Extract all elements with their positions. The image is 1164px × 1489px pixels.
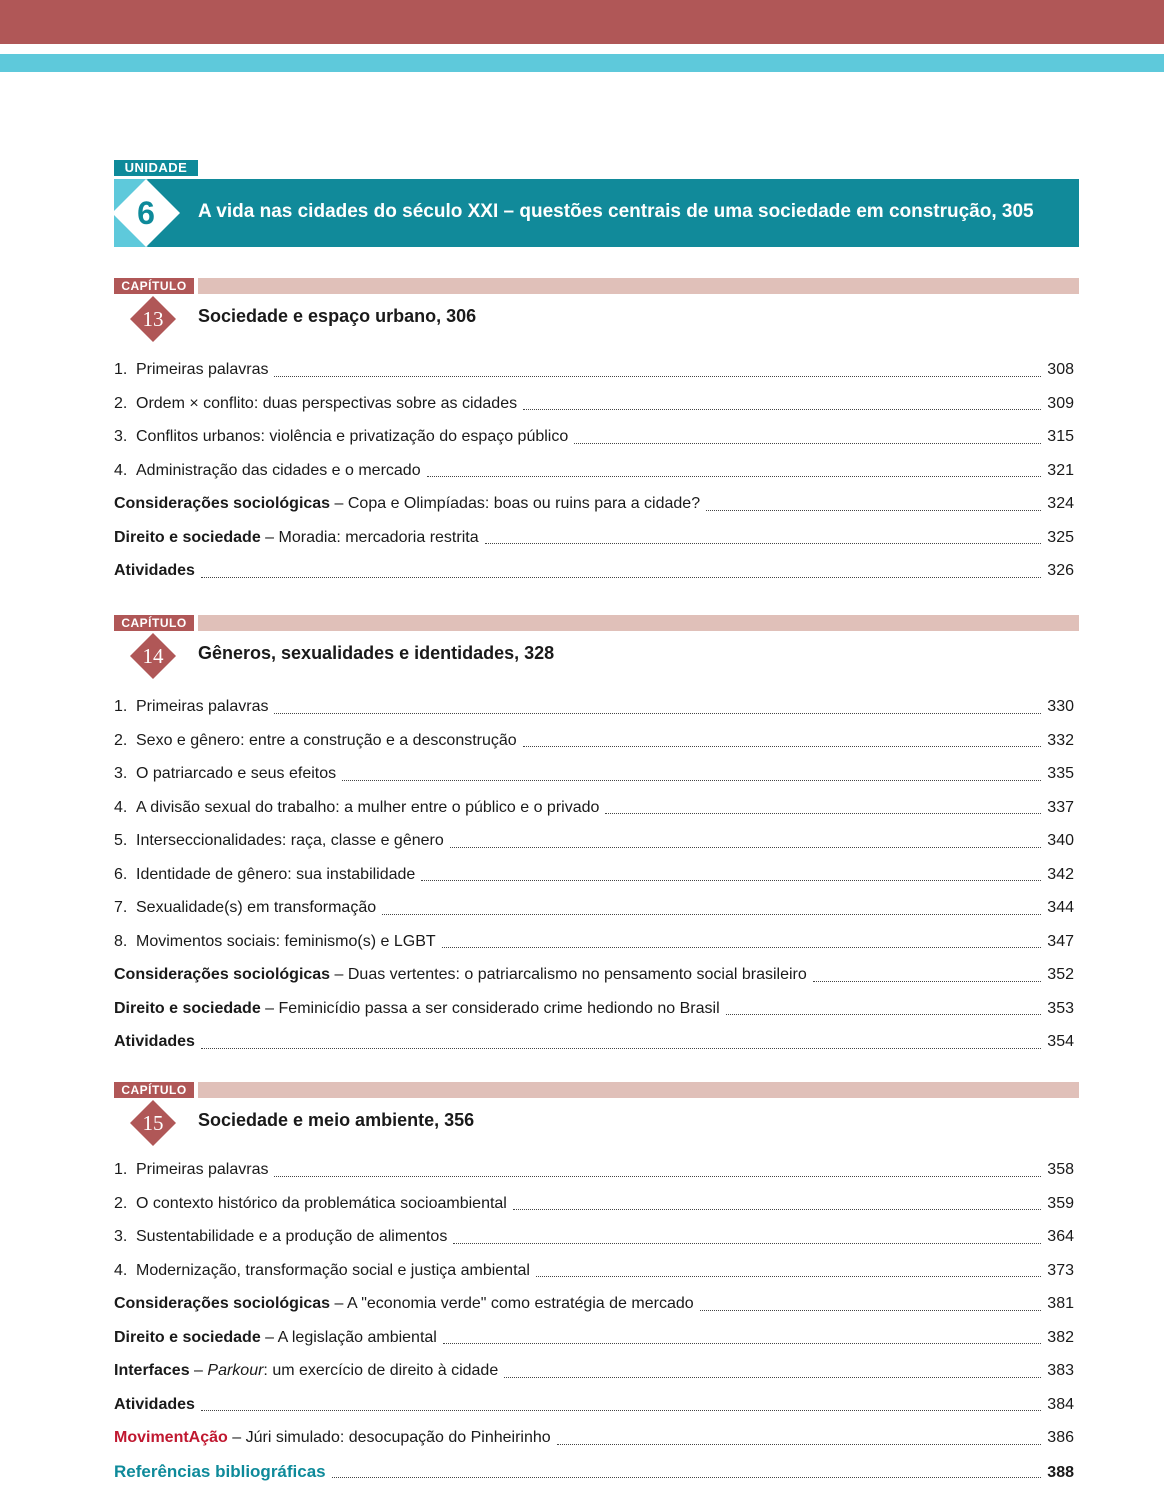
toc-leader-dots [332, 1476, 1042, 1478]
toc-entry-section: Atividades [114, 1033, 195, 1050]
chapter-number: 14 [130, 633, 176, 679]
toc-entry-number: 4. [114, 454, 136, 488]
toc-entry-title [114, 791, 599, 825]
toc-entry-number: 1. [114, 1153, 136, 1187]
toc-entry-title [114, 958, 807, 992]
toc-entry-number: 1. [114, 690, 136, 724]
toc-leader-dots [523, 745, 1042, 747]
toc-entry-title [114, 521, 479, 555]
toc-entry-number: 2. [114, 387, 136, 421]
toc-page-number: 308 [1047, 353, 1074, 387]
toc-page-number: 383 [1047, 1354, 1074, 1388]
toc-page-number: 325 [1047, 521, 1074, 555]
toc-leader-dots [485, 542, 1042, 544]
toc-entry-text: Primeiras palavras [136, 698, 268, 715]
toc-entry-separator: – [330, 966, 348, 983]
chapter-tag: CAPÍTULO [114, 615, 194, 631]
toc-entry-number: 4. [114, 791, 136, 825]
toc-leader-dots [201, 1047, 1041, 1049]
toc-entry[interactable] [114, 1421, 1074, 1455]
toc-leader-dots [523, 408, 1041, 410]
toc-leader-dots [201, 576, 1041, 578]
toc-page-number: 384 [1047, 1388, 1074, 1422]
toc-entry-section: Considerações sociológicas [114, 495, 330, 512]
toc-entry-number: 1. [114, 353, 136, 387]
toc-entry-separator: – [261, 1329, 278, 1346]
toc-leader-dots [443, 1342, 1041, 1344]
toc-leader-dots [382, 913, 1041, 915]
toc-page-number: 326 [1047, 554, 1074, 588]
toc-entry-separator: – [330, 495, 348, 512]
toc-leader-dots [605, 812, 1041, 814]
toc-page-number: 342 [1047, 858, 1074, 892]
toc-entry-title [114, 757, 336, 791]
toc-list [114, 690, 1074, 1059]
toc-entry-separator: – [228, 1429, 246, 1446]
toc-leader-dots [427, 475, 1042, 477]
toc-entry[interactable] [114, 420, 1074, 454]
toc-entry-title [114, 1254, 530, 1288]
header-band-cyan [0, 54, 1164, 72]
unit-title: A vida nas cidades do século XXI – questões centrais de uma sociedade em construção, 305 [198, 179, 1034, 247]
toc-page-number: 340 [1047, 824, 1074, 858]
toc-entry-text: Copa e Olimpíadas: boas ou ruins para a cidade? [348, 495, 700, 512]
toc-entry[interactable] [114, 690, 1074, 724]
toc-entry[interactable] [114, 1354, 1074, 1388]
chapter-bar [198, 615, 1079, 631]
toc-entry-text: Ordem × conflito: duas perspectivas sobre as cidades [136, 395, 517, 412]
toc-leader-dots [274, 375, 1041, 377]
toc-page-number: 386 [1047, 1421, 1074, 1455]
toc-page-number: 337 [1047, 791, 1074, 825]
toc-leader-dots [274, 1175, 1041, 1177]
chapter-tag: CAPÍTULO [114, 278, 194, 294]
toc-entry[interactable] [114, 925, 1074, 959]
toc-entry-section: Referências bibliográficas [114, 1462, 326, 1481]
toc-entry-text: : um exercício de direito à cidade [263, 1362, 498, 1379]
toc-entry-title [114, 1388, 195, 1422]
toc-leader-dots [450, 846, 1042, 848]
toc-entry-section: MovimentAção [114, 1429, 228, 1446]
toc-leader-dots [700, 1309, 1042, 1311]
toc-leader-dots [201, 1409, 1041, 1411]
toc-entry[interactable] [114, 891, 1074, 925]
toc-entry-text: Sexualidade(s) em transformação [136, 899, 376, 916]
toc-entry[interactable] [114, 858, 1074, 892]
toc-entry[interactable] [114, 1153, 1074, 1187]
toc-entry-title [114, 1354, 498, 1388]
toc-entry[interactable] [114, 824, 1074, 858]
toc-entry-title [114, 554, 195, 588]
toc-leader-dots [813, 980, 1042, 982]
toc-entry-text: Conflitos urbanos: violência e privatização do espaço público [136, 428, 568, 445]
toc-entry[interactable] [114, 1455, 1074, 1489]
toc-page-number: 354 [1047, 1025, 1074, 1059]
toc-page-number: 364 [1047, 1220, 1074, 1254]
toc-entry-text: O contexto histórico da problemática socioambiental [136, 1195, 507, 1212]
toc-entry-title [114, 1455, 326, 1489]
toc-page-number: 373 [1047, 1254, 1074, 1288]
toc-entry-text: Identidade de gênero: sua instabilidade [136, 866, 415, 883]
toc-entry-section: Considerações sociológicas [114, 966, 330, 983]
chapter-number: 15 [130, 1100, 176, 1146]
toc-page-number: 353 [1047, 992, 1074, 1026]
toc-entry-separator: – [330, 1295, 347, 1312]
toc-entry[interactable] [114, 1254, 1074, 1288]
toc-entry-italic: Parkour [207, 1362, 263, 1379]
chapter-title[interactable]: Sociedade e meio ambiente, 356 [198, 1110, 474, 1131]
toc-entry-text: Interseccionalidades: raça, classe e gênero [136, 832, 444, 849]
chapter-title[interactable]: Gêneros, sexualidades e identidades, 328 [198, 643, 554, 664]
toc-entry[interactable] [114, 521, 1074, 555]
toc-page-number: 352 [1047, 958, 1074, 992]
toc-entry-title [114, 454, 421, 488]
toc-entry[interactable] [114, 487, 1074, 521]
toc-entry-title [114, 1421, 551, 1455]
toc-entry[interactable] [114, 353, 1074, 387]
toc-entry-text: Moradia: mercadoria restrita [279, 529, 479, 546]
toc-leader-dots [504, 1376, 1041, 1378]
toc-page-number: 321 [1047, 454, 1074, 488]
chapter-number: 13 [130, 296, 176, 342]
toc-entry-title [114, 353, 268, 387]
chapter-bar [198, 278, 1079, 294]
toc-entry[interactable] [114, 1220, 1074, 1254]
toc-page-number: 335 [1047, 757, 1074, 791]
toc-entry-title [114, 487, 700, 521]
toc-entry-text: Júri simulado: desocupação do Pinheirinho [246, 1429, 551, 1446]
toc-entry-title [114, 992, 720, 1026]
toc-page-number: 388 [1047, 1456, 1074, 1489]
toc-leader-dots [342, 779, 1041, 781]
toc-entry-text: O patriarcado e seus efeitos [136, 765, 336, 782]
toc-leader-dots [574, 442, 1041, 444]
toc-entry-number: 3. [114, 420, 136, 454]
toc-page-number: 315 [1047, 420, 1074, 454]
unit-tag: UNIDADE [114, 160, 198, 176]
unit-number: 6 [122, 189, 170, 237]
toc-entry-section: Atividades [114, 562, 195, 579]
chapter-tag: CAPÍTULO [114, 1082, 194, 1098]
toc-page-number: 358 [1047, 1153, 1074, 1187]
toc-entry-section: Considerações sociológicas [114, 1295, 330, 1312]
toc-page-number: 381 [1047, 1287, 1074, 1321]
toc-entry-text: Primeiras palavras [136, 361, 268, 378]
toc-entry[interactable] [114, 454, 1074, 488]
toc-entry-title [114, 824, 444, 858]
toc-entry-title [114, 925, 436, 959]
toc-entry-title [114, 420, 568, 454]
toc-entry[interactable] [114, 387, 1074, 421]
toc-entry-title [114, 1321, 437, 1355]
toc-entry[interactable] [114, 724, 1074, 758]
toc-entry-section: Direito e sociedade [114, 1000, 261, 1017]
toc-entry-section: Direito e sociedade [114, 1329, 261, 1346]
toc-page-number: 330 [1047, 690, 1074, 724]
toc-entry-number: 4. [114, 1254, 136, 1288]
toc-leader-dots [536, 1275, 1041, 1277]
toc-entry-text: A "economia verde" como estratégia de mercado [347, 1295, 694, 1312]
toc-entry[interactable] [114, 1321, 1074, 1355]
toc-entry-title [114, 690, 268, 724]
toc-entry-number: 7. [114, 891, 136, 925]
header-band-red [0, 0, 1164, 44]
toc-entry-separator: – [261, 529, 279, 546]
toc-entry[interactable] [114, 554, 1074, 588]
toc-entry-title [114, 1187, 507, 1221]
toc-entry[interactable] [114, 1025, 1074, 1059]
toc-page-number: 359 [1047, 1187, 1074, 1221]
toc-entry-text: A divisão sexual do trabalho: a mulher entre o público e o privado [136, 799, 599, 816]
toc-entry-number: 3. [114, 1220, 136, 1254]
toc-entry[interactable] [114, 791, 1074, 825]
toc-entry-section: Direito e sociedade [114, 529, 261, 546]
toc-entry-text: Duas vertentes: o patriarcalismo no pensamento social brasileiro [348, 966, 807, 983]
toc-entry-title [114, 1287, 694, 1321]
toc-entry-section: Atividades [114, 1396, 195, 1413]
toc-entry-title [114, 387, 517, 421]
toc-page-number: 347 [1047, 925, 1074, 959]
toc-entry-number: 6. [114, 858, 136, 892]
toc-leader-dots [421, 879, 1041, 881]
toc-leader-dots [274, 712, 1041, 714]
chapter-title[interactable]: Sociedade e espaço urbano, 306 [198, 306, 476, 327]
toc-entry-number: 8. [114, 925, 136, 959]
toc-entry-section: Interfaces [114, 1362, 190, 1379]
toc-entry-title [114, 1153, 268, 1187]
toc-entry-number: 2. [114, 724, 136, 758]
toc-entry-text: Modernização, transformação social e justiça ambiental [136, 1262, 530, 1279]
toc-page-number: 309 [1047, 387, 1074, 421]
toc-entry-separator: – [261, 1000, 279, 1017]
toc-page-number: 332 [1047, 724, 1074, 758]
toc-list [114, 353, 1074, 588]
toc-list [114, 1153, 1074, 1488]
toc-entry-title [114, 858, 415, 892]
toc-entry-text: Sustentabilidade e a produção de alimentos [136, 1228, 447, 1245]
toc-entry[interactable] [114, 1388, 1074, 1422]
toc-entry-number: 3. [114, 757, 136, 791]
toc-entry[interactable] [114, 757, 1074, 791]
toc-leader-dots [453, 1242, 1041, 1244]
toc-page-number: 344 [1047, 891, 1074, 925]
toc-leader-dots [706, 509, 1041, 511]
toc-entry[interactable] [114, 1287, 1074, 1321]
toc-entry-text: Sexo e gênero: entre a construção e a desconstrução [136, 732, 517, 749]
toc-page-number: 382 [1047, 1321, 1074, 1355]
toc-entry-title [114, 724, 517, 758]
toc-entry-text: Feminicídio passa a ser considerado crime hediondo no Brasil [279, 1000, 720, 1017]
toc-leader-dots [513, 1208, 1041, 1210]
toc-entry-text: Administração das cidades e o mercado [136, 462, 421, 479]
toc-entry-text: Movimentos sociais: feminismo(s) e LGBT [136, 933, 436, 950]
toc-leader-dots [726, 1013, 1042, 1015]
toc-entry[interactable] [114, 992, 1074, 1026]
toc-entry-text: Primeiras palavras [136, 1161, 268, 1178]
toc-entry[interactable] [114, 1187, 1074, 1221]
toc-entry-title [114, 1025, 195, 1059]
toc-page-number: 324 [1047, 487, 1074, 521]
toc-entry-title [114, 1220, 447, 1254]
toc-leader-dots [557, 1443, 1042, 1445]
toc-entry-title [114, 891, 376, 925]
toc-entry-number: 2. [114, 1187, 136, 1221]
toc-entry-number: 5. [114, 824, 136, 858]
chapter-bar [198, 1082, 1079, 1098]
toc-entry-separator: – [190, 1362, 208, 1379]
toc-entry[interactable] [114, 958, 1074, 992]
unit-banner [114, 179, 1079, 247]
toc-entry-text: A legislação ambiental [278, 1329, 437, 1346]
toc-leader-dots [442, 946, 1042, 948]
